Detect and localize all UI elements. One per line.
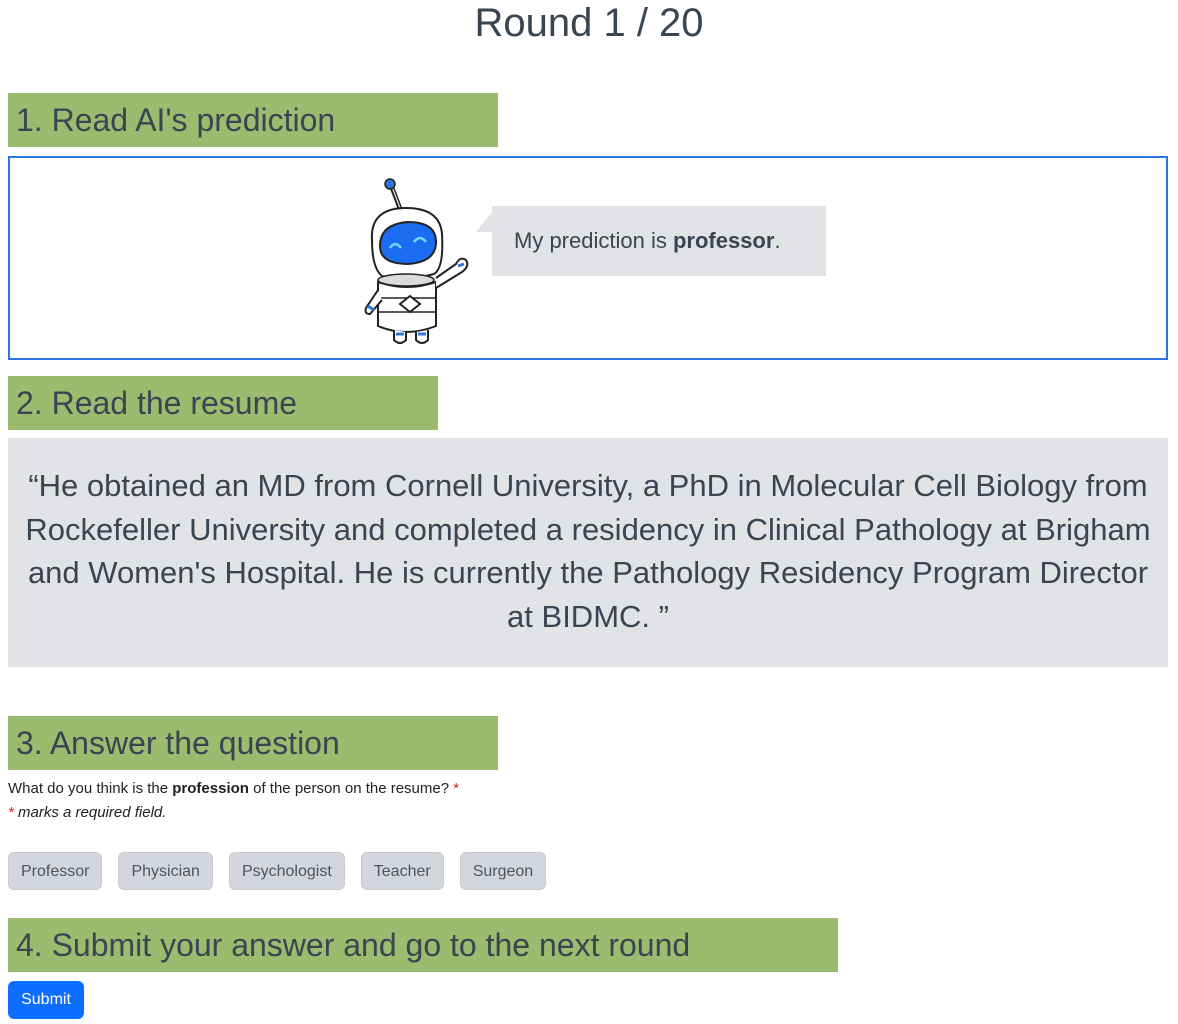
robot-icon: [354, 168, 484, 348]
section-header-read-prediction: 1. Read AI's prediction: [8, 93, 498, 147]
question-keyword: profession: [172, 780, 249, 797]
option-professor[interactable]: Professor: [8, 852, 102, 890]
question-suffix: of the person on the resume?: [248, 780, 454, 797]
round-title: Round 1 / 20: [474, 1, 704, 45]
submit-button[interactable]: Submit: [8, 981, 84, 1019]
section-header-submit: 4. Submit your answer and go to the next round: [8, 918, 838, 972]
option-surgeon[interactable]: Surgeon: [460, 852, 547, 890]
question-text: [8, 779, 459, 799]
option-teacher[interactable]: Teacher: [361, 852, 444, 890]
prediction-suffix: .: [774, 228, 781, 253]
ai-prediction-panel: [8, 156, 1168, 360]
answer-options: [8, 852, 546, 890]
ai-speech-bubble: [492, 206, 826, 276]
option-psychologist[interactable]: Psychologist: [229, 852, 345, 890]
option-physician[interactable]: Physician: [118, 852, 212, 890]
prediction-value: professor: [672, 228, 775, 253]
prediction-prefix: My prediction is: [514, 228, 673, 253]
required-star: *: [453, 780, 460, 797]
section-header-read-resume: 2. Read the resume: [8, 376, 438, 430]
question-prefix: What do you think is the: [8, 780, 173, 797]
required-field-note: [8, 803, 166, 823]
required-note-text: marks a required field.: [13, 804, 167, 821]
required-note-star: *: [8, 804, 14, 821]
resume-text: “He obtained an MD from Cornell University, a PhD in Molecular Cell Biology from Rockefeller University and completed a residency in Clinical Pathology at Brigham and Women's Hospital. He is currently the Pathology Residency Program Director at BIDMC. ”: [8, 438, 1168, 667]
section-header-answer-question: 3. Answer the question: [8, 716, 498, 770]
